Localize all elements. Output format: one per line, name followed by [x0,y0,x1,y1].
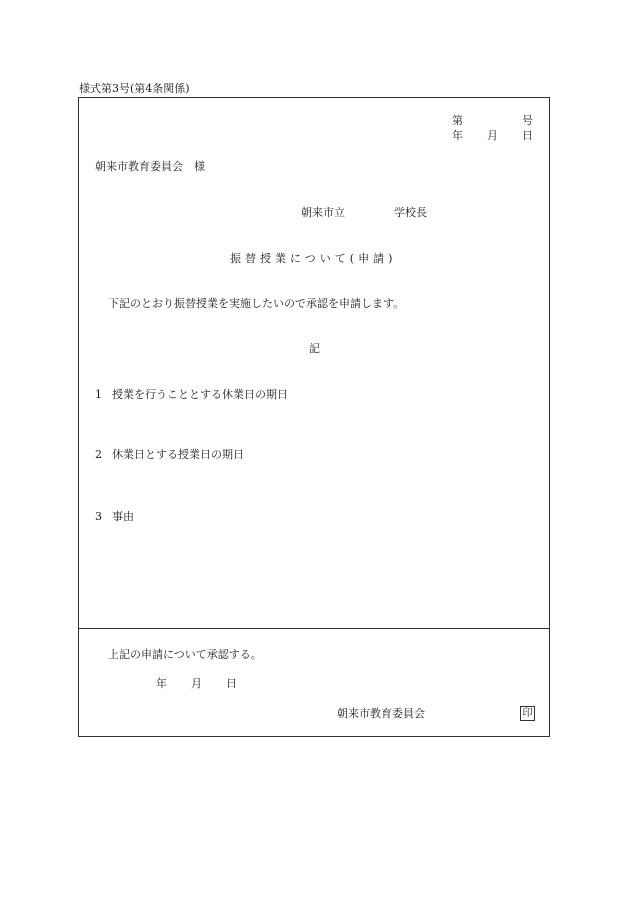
form-box [78,97,550,737]
seal-mark: 印 [520,706,535,721]
approval-day: 日 [226,677,237,690]
applicant-prefix: 朝来市立 [301,206,345,219]
item-2-label: 休業日とする授業日の期日 [112,448,244,461]
approval-org: 朝来市教育委員会 [337,707,425,720]
addressee: 朝来市教育委員会 様 [95,160,205,173]
ki-label: 記 [309,342,320,355]
approval-text: 上記の申請について承認する。 [108,648,262,661]
form-label: 様式第3号(第4条関係) [79,82,190,95]
item-1-label: 授業を行うこととする休業日の期日 [112,388,288,401]
applicant-suffix: 学校長 [394,206,427,219]
header-month: 月 [487,129,498,142]
number-prefix: 第 [452,114,463,127]
item-2-number: 2 [95,448,102,461]
header-day: 日 [522,129,533,142]
number-suffix: 号 [522,114,533,127]
section-divider [78,628,550,629]
approval-month: 月 [191,677,202,690]
item-3-label: 事由 [112,510,134,523]
approval-year: 年 [156,677,167,690]
header-year: 年 [452,129,463,142]
item-1-number: 1 [95,388,102,401]
item-3-number: 3 [95,510,102,523]
intro-text: 下記のとおり振替授業を実施したいので承認を申請します。 [108,297,405,310]
document-title: 振替授業について(申請) [230,252,397,265]
